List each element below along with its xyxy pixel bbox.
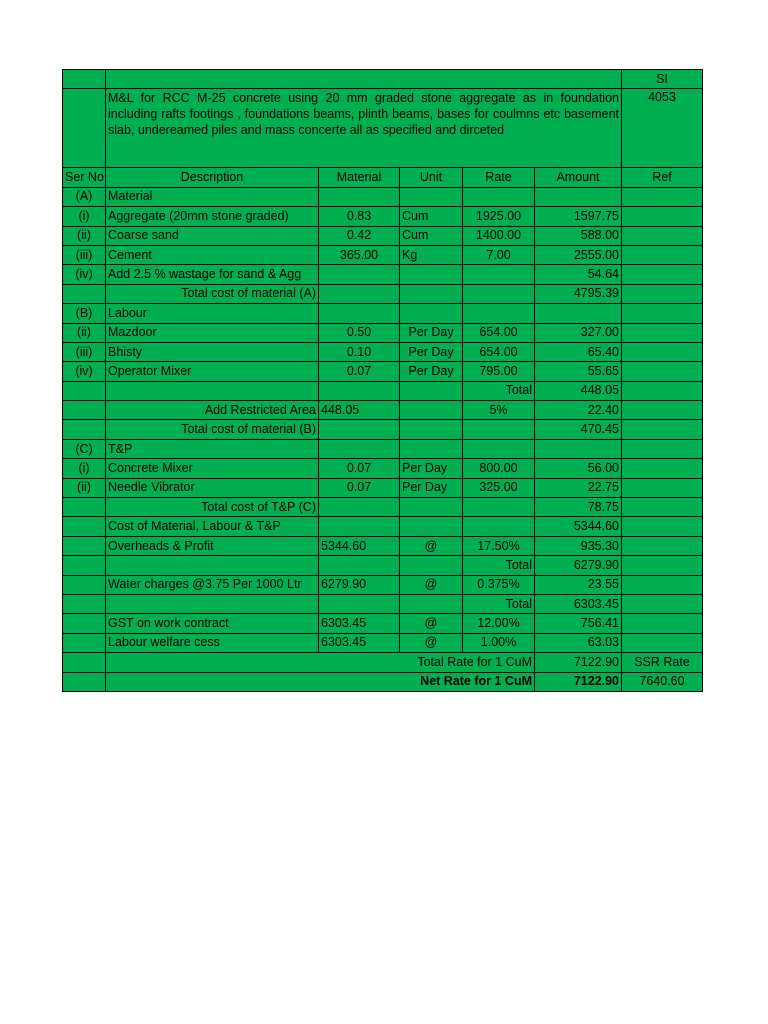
col-header-ser-no: Ser No bbox=[63, 168, 106, 187]
col-header-unit: Unit bbox=[400, 168, 463, 187]
rate-analysis-table bbox=[62, 69, 703, 692]
ref-cell bbox=[622, 362, 703, 381]
ref-cell bbox=[622, 614, 703, 633]
material-cell bbox=[319, 594, 400, 613]
unit-cell bbox=[400, 381, 463, 400]
unit-cell bbox=[400, 439, 463, 458]
rate-cell: 800.00 bbox=[463, 459, 535, 478]
unit-cell: Per Day bbox=[400, 342, 463, 361]
material-cell: 365.00 bbox=[319, 245, 400, 264]
unit-cell: Per Day bbox=[400, 323, 463, 342]
unit-cell: Per Day bbox=[400, 478, 463, 497]
ref-cell bbox=[622, 226, 703, 245]
description-cell: Labour bbox=[106, 304, 319, 323]
ser-no-cell: (A) bbox=[63, 187, 106, 206]
amount-cell: 448.05 bbox=[535, 381, 622, 400]
ser-no-cell bbox=[63, 381, 106, 400]
cell bbox=[63, 653, 106, 672]
cell bbox=[63, 89, 106, 168]
rate-cell: Total bbox=[463, 556, 535, 575]
net-rate-row bbox=[63, 672, 703, 691]
description-cell: Add 2.5 % wastage for sand & Agg bbox=[106, 265, 319, 284]
ser-no-cell: (C) bbox=[63, 439, 106, 458]
rate-cell: 7.00 bbox=[463, 245, 535, 264]
ser-no-cell bbox=[63, 556, 106, 575]
description-cell: Concrete Mixer bbox=[106, 459, 319, 478]
material-cell bbox=[319, 556, 400, 575]
ser-no-cell: (ii) bbox=[63, 226, 106, 245]
description-cell bbox=[106, 381, 319, 400]
ser-no-cell: (iii) bbox=[63, 342, 106, 361]
net-rate-label: Net Rate for 1 CuM bbox=[106, 672, 535, 691]
ser-no-cell bbox=[63, 284, 106, 303]
table-row bbox=[63, 226, 703, 245]
ref-cell bbox=[622, 381, 703, 400]
total-rate-row bbox=[63, 653, 703, 672]
amount-cell: 935.30 bbox=[535, 536, 622, 555]
ser-no-cell: (ii) bbox=[63, 478, 106, 497]
description-cell: Cost of Material, Labour & T&P bbox=[106, 517, 319, 536]
ref-cell bbox=[622, 420, 703, 439]
rate-cell: 1400.00 bbox=[463, 226, 535, 245]
ref-cell bbox=[622, 323, 703, 342]
ref-cell bbox=[622, 304, 703, 323]
material-cell bbox=[319, 187, 400, 206]
rate-cell bbox=[463, 439, 535, 458]
unit-cell: @ bbox=[400, 575, 463, 594]
amount-cell: 78.75 bbox=[535, 498, 622, 517]
description-cell: Material bbox=[106, 187, 319, 206]
ref-cell bbox=[622, 284, 703, 303]
description-cell: Coarse sand bbox=[106, 226, 319, 245]
description-cell: Aggregate (20mm stone graded) bbox=[106, 207, 319, 226]
unit-cell: Cum bbox=[400, 207, 463, 226]
ref-cell bbox=[622, 265, 703, 284]
ser-no-cell: (B) bbox=[63, 304, 106, 323]
unit-cell bbox=[400, 401, 463, 420]
table-row bbox=[63, 304, 703, 323]
amount-cell: 65.40 bbox=[535, 342, 622, 361]
ser-no-cell bbox=[63, 633, 106, 652]
table-row bbox=[63, 284, 703, 303]
col-header-amount: Amount bbox=[535, 168, 622, 187]
table-row bbox=[63, 323, 703, 342]
ref-cell bbox=[622, 536, 703, 555]
table-row bbox=[63, 556, 703, 575]
material-cell bbox=[319, 439, 400, 458]
amount-cell bbox=[535, 439, 622, 458]
ser-no-cell bbox=[63, 536, 106, 555]
rate-cell: 12.00% bbox=[463, 614, 535, 633]
rate-cell: 325.00 bbox=[463, 478, 535, 497]
ref-cell bbox=[622, 498, 703, 517]
unit-cell bbox=[400, 265, 463, 284]
table-row bbox=[63, 459, 703, 478]
unit-cell bbox=[400, 420, 463, 439]
ref-cell bbox=[622, 342, 703, 361]
description-cell: Needle Vibrator bbox=[106, 478, 319, 497]
material-cell bbox=[319, 304, 400, 323]
description-cell bbox=[106, 556, 319, 575]
amount-cell: 1597.75 bbox=[535, 207, 622, 226]
ssr-rate-label: SSR Rate bbox=[622, 653, 703, 672]
material-cell bbox=[319, 381, 400, 400]
description-cell: Operator Mixer bbox=[106, 362, 319, 381]
si-value: 4053 bbox=[622, 89, 703, 168]
amount-cell: 470.45 bbox=[535, 420, 622, 439]
amount-cell: 22.75 bbox=[535, 478, 622, 497]
ref-cell bbox=[622, 459, 703, 478]
description-cell: Total cost of material (A) bbox=[106, 284, 319, 303]
ref-cell bbox=[622, 187, 703, 206]
rate-cell bbox=[463, 498, 535, 517]
ser-no-cell bbox=[63, 614, 106, 633]
col-header-rate: Rate bbox=[463, 168, 535, 187]
table-row bbox=[63, 265, 703, 284]
material-cell: 0.07 bbox=[319, 362, 400, 381]
unit-cell bbox=[400, 304, 463, 323]
ser-no-cell bbox=[63, 517, 106, 536]
amount-cell bbox=[535, 304, 622, 323]
material-cell bbox=[319, 517, 400, 536]
amount-cell bbox=[535, 187, 622, 206]
table-row bbox=[63, 381, 703, 400]
table-row bbox=[63, 342, 703, 361]
unit-cell: @ bbox=[400, 536, 463, 555]
table-row bbox=[63, 594, 703, 613]
table-row bbox=[63, 245, 703, 264]
table-row bbox=[63, 420, 703, 439]
rate-cell bbox=[463, 284, 535, 303]
ref-cell bbox=[622, 401, 703, 420]
unit-cell bbox=[400, 284, 463, 303]
table-row bbox=[63, 187, 703, 206]
material-cell: 448.05 bbox=[319, 401, 400, 420]
ser-no-cell: (iii) bbox=[63, 245, 106, 264]
item-description-row bbox=[63, 89, 703, 168]
amount-cell: 5344.60 bbox=[535, 517, 622, 536]
table-row bbox=[63, 498, 703, 517]
amount-cell: 327.00 bbox=[535, 323, 622, 342]
ref-cell bbox=[622, 594, 703, 613]
description-cell: GST on work contract bbox=[106, 614, 319, 633]
description-cell bbox=[106, 594, 319, 613]
description-cell: Labour welfare cess bbox=[106, 633, 319, 652]
ref-cell bbox=[622, 207, 703, 226]
unit-cell: Per Day bbox=[400, 362, 463, 381]
material-cell: 0.07 bbox=[319, 459, 400, 478]
unit-cell: @ bbox=[400, 614, 463, 633]
rate-cell: Total bbox=[463, 594, 535, 613]
amount-cell: 63.03 bbox=[535, 633, 622, 652]
description-cell: Total cost of material (B) bbox=[106, 420, 319, 439]
amount-cell: 56.00 bbox=[535, 459, 622, 478]
ref-cell bbox=[622, 633, 703, 652]
description-cell: Mazdoor bbox=[106, 323, 319, 342]
unit-cell bbox=[400, 594, 463, 613]
material-cell: 6303.45 bbox=[319, 614, 400, 633]
material-cell: 6303.45 bbox=[319, 633, 400, 652]
rate-cell: Total bbox=[463, 381, 535, 400]
material-cell bbox=[319, 420, 400, 439]
si-label: SI bbox=[622, 70, 703, 89]
rate-cell: 1925.00 bbox=[463, 207, 535, 226]
item-description: M&L for RCC M-25 concrete using 20 mm graded stone aggregate as in foundation including rafts footings , foundations beams, plinth beams, bases for coulmns etc basement slab, undereamed piles and mass concerte all as specified and dirceted bbox=[106, 89, 622, 168]
ser-no-cell: (ii) bbox=[63, 323, 106, 342]
material-cell bbox=[319, 265, 400, 284]
table-row bbox=[63, 614, 703, 633]
cell bbox=[63, 70, 106, 89]
net-rate-value: 7122.90 bbox=[535, 672, 622, 691]
rate-cell: 654.00 bbox=[463, 323, 535, 342]
amount-cell: 756.41 bbox=[535, 614, 622, 633]
ser-no-cell bbox=[63, 401, 106, 420]
description-cell: Water charges @3.75 Per 1000 Ltr bbox=[106, 575, 319, 594]
unit-cell: @ bbox=[400, 633, 463, 652]
rate-cell bbox=[463, 517, 535, 536]
table-row bbox=[63, 207, 703, 226]
rate-cell: 795.00 bbox=[463, 362, 535, 381]
ser-no-cell: (i) bbox=[63, 459, 106, 478]
table-row bbox=[63, 517, 703, 536]
material-cell bbox=[319, 284, 400, 303]
amount-cell: 588.00 bbox=[535, 226, 622, 245]
table-row bbox=[63, 362, 703, 381]
header-si-row bbox=[63, 70, 703, 89]
table-row bbox=[63, 536, 703, 555]
ref-cell bbox=[622, 439, 703, 458]
ser-no-cell: (i) bbox=[63, 207, 106, 226]
material-cell bbox=[319, 498, 400, 517]
ser-no-cell bbox=[63, 420, 106, 439]
total-rate-value: 7122.90 bbox=[535, 653, 622, 672]
unit-cell: Kg bbox=[400, 245, 463, 264]
ref-cell bbox=[622, 517, 703, 536]
description-cell: Total cost of T&P (C) bbox=[106, 498, 319, 517]
material-cell: 6279.90 bbox=[319, 575, 400, 594]
ser-no-cell bbox=[63, 594, 106, 613]
ref-cell bbox=[622, 478, 703, 497]
col-header-material: Material bbox=[319, 168, 400, 187]
table-row bbox=[63, 575, 703, 594]
material-cell: 0.07 bbox=[319, 478, 400, 497]
ser-no-cell: (iv) bbox=[63, 265, 106, 284]
cell bbox=[63, 672, 106, 691]
total-rate-label: Total Rate for 1 CuM bbox=[106, 653, 535, 672]
rate-cell: 654.00 bbox=[463, 342, 535, 361]
rate-cell: 17.50% bbox=[463, 536, 535, 555]
column-header-row bbox=[63, 168, 703, 187]
unit-cell bbox=[400, 556, 463, 575]
amount-cell: 6279.90 bbox=[535, 556, 622, 575]
rate-cell bbox=[463, 420, 535, 439]
ref-cell bbox=[622, 556, 703, 575]
table-row bbox=[63, 439, 703, 458]
rate-cell: 1.00% bbox=[463, 633, 535, 652]
table-row bbox=[63, 401, 703, 420]
material-cell: 0.50 bbox=[319, 323, 400, 342]
ser-no-cell bbox=[63, 575, 106, 594]
amount-cell: 6303.45 bbox=[535, 594, 622, 613]
unit-cell bbox=[400, 517, 463, 536]
rate-cell bbox=[463, 265, 535, 284]
ref-cell bbox=[622, 575, 703, 594]
amount-cell: 22.40 bbox=[535, 401, 622, 420]
unit-cell bbox=[400, 187, 463, 206]
material-cell: 0.83 bbox=[319, 207, 400, 226]
description-cell: Overheads & Profit bbox=[106, 536, 319, 555]
rate-cell bbox=[463, 304, 535, 323]
amount-cell: 4795.39 bbox=[535, 284, 622, 303]
ssr-rate-value: 7640.60 bbox=[622, 672, 703, 691]
ref-cell bbox=[622, 245, 703, 264]
amount-cell: 2555.00 bbox=[535, 245, 622, 264]
unit-cell: Per Day bbox=[400, 459, 463, 478]
description-cell: T&P bbox=[106, 439, 319, 458]
material-cell: 5344.60 bbox=[319, 536, 400, 555]
unit-cell: Cum bbox=[400, 226, 463, 245]
unit-cell bbox=[400, 498, 463, 517]
material-cell: 0.10 bbox=[319, 342, 400, 361]
description-cell: Add Restricted Area bbox=[106, 401, 319, 420]
col-header-description: Description bbox=[106, 168, 319, 187]
amount-cell: 23.55 bbox=[535, 575, 622, 594]
description-cell: Cement bbox=[106, 245, 319, 264]
amount-cell: 55.65 bbox=[535, 362, 622, 381]
rate-cell bbox=[463, 187, 535, 206]
ser-no-cell bbox=[63, 498, 106, 517]
amount-cell: 54.64 bbox=[535, 265, 622, 284]
ser-no-cell: (iv) bbox=[63, 362, 106, 381]
col-header-ref: Ref bbox=[622, 168, 703, 187]
rate-cell: 5% bbox=[463, 401, 535, 420]
material-cell: 0.42 bbox=[319, 226, 400, 245]
rate-cell: 0.375% bbox=[463, 575, 535, 594]
description-cell: Bhisty bbox=[106, 342, 319, 361]
table-row bbox=[63, 633, 703, 652]
table-row bbox=[63, 478, 703, 497]
cell bbox=[106, 70, 622, 89]
